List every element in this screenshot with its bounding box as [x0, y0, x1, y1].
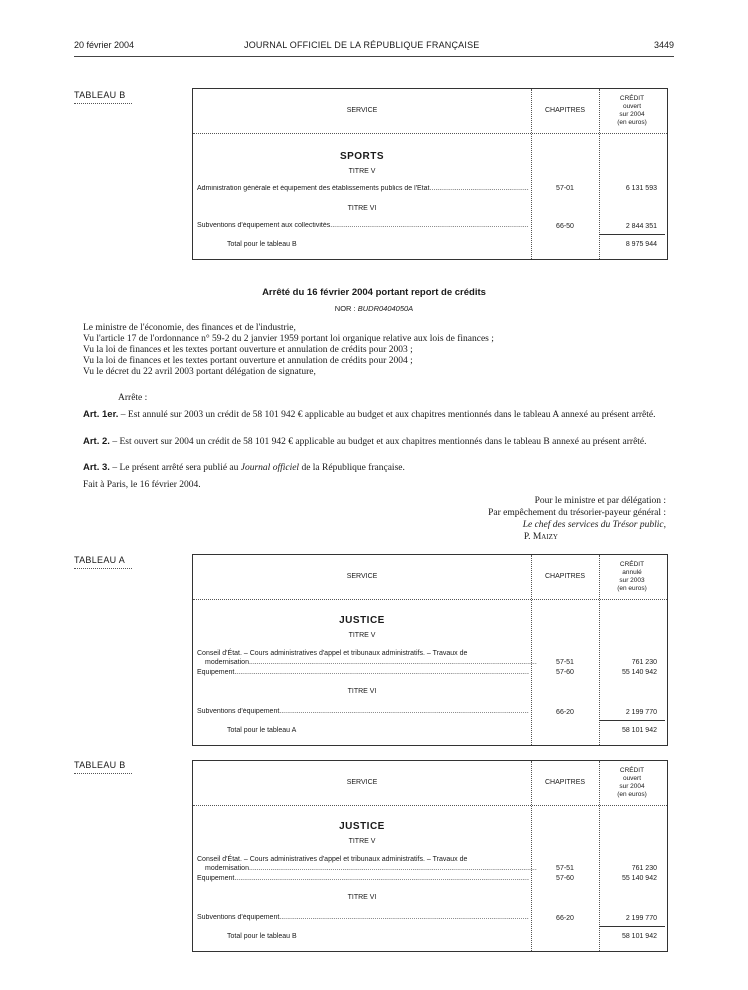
intro-line: Le ministre de l'économie, des finances et de l'industrie, [83, 323, 296, 333]
row-chapitre: 57-01 [556, 185, 574, 192]
article-2: Art. 2. – Est ouvert sur 2004 un crédit de 58 101 942 € applicable au budget et aux chapitres mentionnés dans le tableau B annexé au présent arrêté. [83, 436, 647, 447]
table-b [192, 760, 668, 952]
header-page-number: 3449 [653, 40, 674, 50]
fait-a-paris: Fait à Paris, le 16 février 2004. [83, 480, 201, 490]
total-amount: 58 101 942 [621, 933, 657, 940]
section-title: SPORTS [339, 151, 385, 162]
col-header-credit: CRÉDIT annulé sur 2003 (en euros) [617, 561, 647, 592]
page-header [74, 40, 674, 54]
row-label: Subventions d'équipement ..... [197, 708, 529, 715]
titre-heading: TITRE VI [347, 688, 377, 695]
section-title: JUSTICE [339, 615, 385, 626]
row-amount: 2 199 770 [625, 915, 657, 922]
table-top [192, 88, 668, 260]
section-title: JUSTICE [339, 821, 385, 832]
table-b-label: TABLEAU B [74, 760, 132, 774]
row-amount: 55 140 942 [621, 669, 657, 676]
row-chapitre: 66-20 [556, 709, 574, 716]
arrete-title: Arrêté du 16 février 2004 portant report de crédits [262, 287, 486, 298]
vu-line: Vu la loi de finances et les textes portant ouverture et annulation de crédits pour 2003 ; [83, 345, 413, 355]
col-header-service: SERVICE [346, 779, 378, 786]
row-label: Conseil d'État. – Cours administratives d'appel et tribunaux administratifs. – Travaux de modernisation ..... [197, 649, 527, 667]
signature-line: Pour le ministre et par délégation : [534, 496, 666, 506]
titre-heading: TITRE V [348, 168, 376, 175]
col-header-credit: CRÉDIT ouvert sur 2004 (en euros) [617, 767, 647, 798]
titre-heading: TITRE VI [347, 894, 377, 901]
table-a-label: TABLEAU A [74, 555, 132, 569]
vu-line: Vu le décret du 22 avril 2003 portant délégation de signature, [83, 367, 316, 377]
row-amount: 55 140 942 [621, 875, 657, 882]
visas [83, 323, 667, 378]
col-header-credit: CRÉDIT ouvert sur 2004 (en euros) [617, 95, 647, 126]
article-3: Art. 3. – Le présent arrêté sera publié au Journal officiel de la République française. [83, 462, 405, 473]
total-amount: 8 975 944 [625, 241, 657, 248]
titre-heading: TITRE VI [347, 205, 377, 212]
row-label: Conseil d'État. – Cours administratives d'appel et tribunaux administratifs. – Travaux de modernisation ..... [197, 855, 527, 873]
header-date: 20 février 2004 [74, 40, 135, 50]
row-chapitre: 57-60 [556, 875, 574, 882]
row-amount: 761 230 [631, 865, 657, 872]
col-header-service: SERVICE [346, 107, 378, 114]
vu-line: Vu l'article 17 de l'ordonnance n° 59-2 du 2 janvier 1959 portant loi organique relative aux lois de finances ; [83, 334, 494, 344]
article-1: Art. 1er. – Est annulé sur 2003 un crédit de 58 101 942 € applicable au budget et aux chapitres mentionnés dans le tableau A annexé au présent arrêté. [83, 409, 656, 420]
signature-line: Par empêchement du trésorier-payeur général : [488, 508, 666, 518]
header-journal-title: JOURNAL OFFICIEL DE LA RÉPUBLIQUE FRANÇAISE [244, 40, 480, 50]
titre-heading: TITRE V [348, 838, 376, 845]
col-header-chapitres: CHAPITRES [544, 779, 586, 786]
row-amount: 761 230 [631, 659, 657, 666]
row-amount: 6 131 593 [625, 185, 657, 192]
vu-line: Vu la loi de finances et les textes portant ouverture et annulation de crédits pour 2004 ; [83, 356, 413, 366]
col-header-chapitres: CHAPITRES [544, 107, 586, 114]
row-label: Équipement ..... [197, 669, 529, 676]
signature-line: Le chef des services du Trésor public, [522, 520, 666, 530]
row-label: Équipement ..... [197, 875, 529, 882]
col-header-service: SERVICE [346, 573, 378, 580]
row-chapitre: 57-51 [556, 865, 574, 872]
row-amount: 2 844 351 [625, 223, 657, 230]
titre-heading: TITRE V [348, 632, 376, 639]
total-label: Total pour le tableau A [227, 727, 297, 734]
total-label: Total pour le tableau B [227, 241, 297, 248]
row-chapitre: 66-20 [556, 915, 574, 922]
table-top-label: TABLEAU B [74, 90, 132, 104]
row-label: Subventions d'équipement aux collectivités ..... [197, 222, 529, 229]
row-label: Administration générale et équipement des établissements publics de l'Etat ..... [197, 185, 529, 192]
arrete-word: Arrête : [118, 393, 148, 403]
total-amount: 58 101 942 [621, 727, 657, 734]
row-chapitre: 57-60 [556, 669, 574, 676]
row-label: Subventions d'équipement ..... [197, 914, 529, 921]
row-chapitre: 66-50 [556, 223, 574, 230]
signatory-name: P. Maizy [523, 532, 558, 542]
col-header-chapitres: CHAPITRES [544, 573, 586, 580]
table-a [192, 554, 668, 746]
nor-line: NOR : BUDR0404050A [334, 304, 414, 313]
row-amount: 2 199 770 [625, 709, 657, 716]
total-label: Total pour le tableau B [227, 933, 297, 940]
header-rule [74, 56, 674, 57]
row-chapitre: 57-51 [556, 659, 574, 666]
